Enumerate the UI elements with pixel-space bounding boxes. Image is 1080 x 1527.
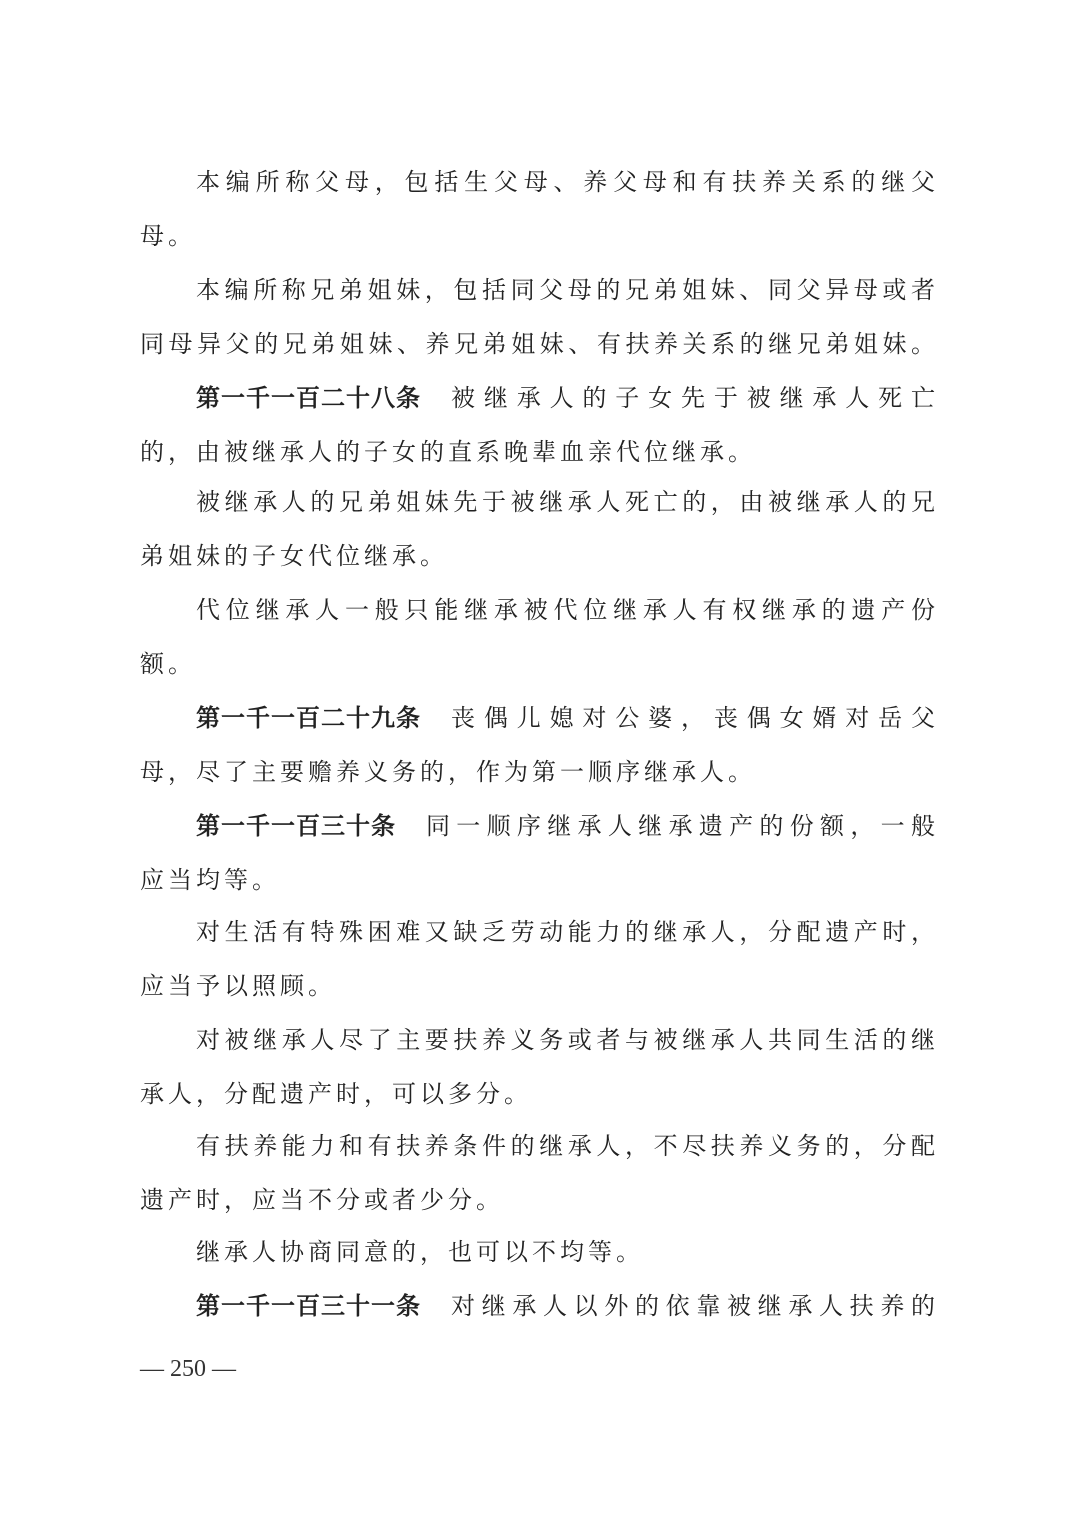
text-line: 母。 (140, 222, 196, 250)
text-line: 弟姐妹的子女代位继承。 (140, 542, 448, 570)
page-number: — 250 — (140, 1356, 236, 1382)
text-line: 本编所称兄弟姐妹，包括同父母的兄弟姐妹、同父异母或者 (196, 276, 935, 304)
text-line: 对继承人以外的依靠被继承人扶养的 (451, 1292, 935, 1320)
text-line: 对被继承人尽了主要扶养义务或者与被继承人共同生活的继 (196, 1026, 935, 1054)
text-line: 对生活有特殊困难又缺乏劳动能力的继承人，分配遗产时， (196, 918, 935, 946)
article-heading: 第一千一百二十八条 (196, 384, 421, 412)
article-1130 (196, 809, 935, 843)
article-1131 (196, 1289, 935, 1323)
text-line: 应当均等。 (140, 866, 280, 894)
text-line: 同母异父的兄弟姐妹、养兄弟姐妹、有扶养关系的继兄弟姐妹。 (140, 330, 935, 358)
text-line: 被继承人的子女先于被继承人死亡 (451, 384, 935, 412)
article-heading: 第一千一百二十九条 (196, 704, 421, 732)
text-line: 遗产时，应当不分或者少分。 (140, 1186, 504, 1214)
text-line: 有扶养能力和有扶养条件的继承人，不尽扶养义务的，分配 (196, 1132, 935, 1160)
text-line: 同一顺序继承人继承遗产的份额，一般 (426, 812, 935, 840)
article-heading: 第一千一百三十一条 (196, 1292, 421, 1320)
text-line: 承人，分配遗产时，可以多分。 (140, 1080, 532, 1108)
article-1128 (196, 381, 935, 415)
text-line: 丧偶儿媳对公婆，丧偶女婿对岳父 (451, 704, 935, 732)
article-heading: 第一千一百三十条 (196, 812, 396, 840)
text-line: 代位继承人一般只能继承被代位继承人有权继承的遗产份 (196, 596, 935, 624)
text-line: 被继承人的兄弟姐妹先于被继承人死亡的，由被继承人的兄 (196, 488, 935, 516)
article-1129 (196, 701, 935, 735)
text-line: 本编所称父母，包括生父母、养父母和有扶养关系的继父 (196, 168, 935, 196)
text-line: 母，尽了主要赡养义务的，作为第一顺序继承人。 (140, 758, 756, 786)
text-line: 额。 (140, 650, 196, 678)
text-line: 的，由被继承人的子女的直系晚辈血亲代位继承。 (140, 438, 756, 466)
text-line: 继承人协商同意的，也可以不均等。 (196, 1238, 644, 1266)
text-line: 应当予以照顾。 (140, 972, 336, 1000)
